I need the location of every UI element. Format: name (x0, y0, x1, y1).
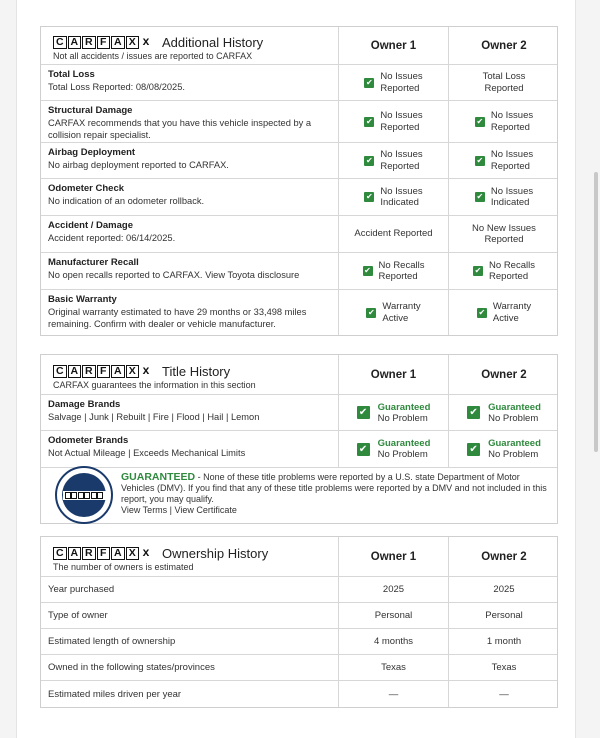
check-icon: ✔ (467, 406, 480, 419)
guaranteed-text: Guaranteed (488, 401, 541, 413)
ownership-label: Owned in the following states/provinces (41, 655, 339, 680)
guaranteed-label: GUARANTEED (121, 471, 196, 483)
status-line2: Reported (378, 271, 418, 282)
owner1-status (339, 143, 449, 178)
owner2-header: Owner 2 (481, 39, 527, 52)
owner2-value: Personal (485, 610, 523, 621)
row-heading: Airbag Deployment (48, 147, 136, 158)
owner1-value: — (339, 681, 449, 707)
history-row (41, 216, 557, 253)
guaranteed-text: Guaranteed (488, 438, 541, 449)
no-problem-text: No Problem (488, 412, 539, 424)
row-heading: Total Loss (48, 69, 95, 80)
owner1-header: Owner 1 (339, 27, 449, 64)
no-problem-text: No Problem (377, 449, 428, 460)
title-row (41, 431, 557, 467)
row-heading: Odometer Check (48, 183, 125, 194)
status-line2: Reported (490, 160, 530, 172)
owner2-status (449, 290, 559, 335)
title-history-header (41, 355, 557, 395)
owner2-status (449, 65, 559, 100)
check-icon: ✔ (364, 266, 371, 275)
ownership-row (41, 629, 557, 655)
status-line1: No Recalls (378, 259, 425, 271)
guaranteed-text: Guaranteed (377, 401, 431, 413)
row-text: Salvage | Junk | Rebuilt | Fire | Flood | Hail | Lemon (48, 412, 260, 422)
check-icon: ✔ (467, 443, 480, 456)
status-line1: No Issues (380, 149, 423, 160)
status-line2: Reported (380, 82, 420, 94)
check-icon: ✔ (476, 116, 484, 126)
status-line2: Indicated (380, 197, 419, 208)
check-icon: ✔ (476, 192, 484, 201)
row-heading: Basic Warranty (48, 294, 117, 305)
owner2-status (449, 431, 559, 467)
section-subtitle: Not all accidents / issues are reported to CARFAX (53, 51, 253, 61)
no-problem-text: No Problem (488, 449, 539, 460)
check-icon: ✔ (357, 443, 370, 456)
status-line1: Total Loss (482, 71, 526, 82)
owner2-status (449, 216, 559, 252)
status-line1: No Issues (490, 185, 534, 197)
history-row (41, 290, 557, 335)
owner2-value: 1 month (486, 636, 522, 647)
check-icon: ✔ (366, 155, 373, 165)
row-text: Original warranty estimated to have 29 months or 33,498 miles remaining. Confirm with dealer or vehicle manufacturer. (48, 307, 307, 329)
history-row (41, 101, 557, 143)
status-line2: Reported (489, 271, 529, 282)
row-heading: Manufacturer Recall (48, 257, 139, 268)
check-icon: ✔ (476, 155, 484, 165)
owner1-status (339, 431, 449, 467)
guarantee-text: - None of these title problems were reported by a U.S. state Department of Motor Vehicles (DMV). If you find that any of these title problems were reported by a DMV and not included in this report, you may qualify. (121, 472, 547, 504)
carfax-logo: C A R F A X x (53, 36, 152, 49)
scrollbar[interactable] (594, 172, 598, 452)
guarantee-notice (41, 467, 557, 523)
status-line1: Warranty (382, 301, 421, 312)
status-line2: Indicated (490, 197, 530, 208)
ownership-label: Type of owner (41, 603, 339, 628)
owner1-value: 4 months (339, 629, 449, 654)
ownership-history-section (40, 536, 558, 708)
owner1-status (339, 179, 449, 215)
owner1-header: Owner 1 (339, 537, 449, 576)
check-icon: ✔ (368, 307, 375, 317)
ownership-row (41, 603, 557, 629)
status-line2: Reported (484, 234, 524, 245)
carfax-buyback-guarantee-seal (55, 466, 113, 524)
row-text: Accident reported: 06/14/2025. (48, 233, 176, 243)
owner1-value: 2025 (339, 577, 449, 602)
row-heading: Odometer Brands (48, 435, 129, 446)
guaranteed-text: Guaranteed (377, 438, 431, 449)
owner2-header: Owner 2 (481, 368, 527, 381)
status-line2: Reported (380, 121, 420, 133)
owner1-status (339, 65, 449, 100)
row-text: Not Actual Mileage | Exceeds Mechanical Limits (48, 448, 246, 458)
owner1-value: Texas (339, 655, 449, 680)
ownership-row (41, 577, 557, 603)
status-line1: No Issues (380, 110, 423, 121)
owner2-value: — (499, 688, 509, 700)
ownership-history-header (41, 537, 557, 577)
additional-history-header (41, 27, 557, 65)
status-line1: No Issues (490, 149, 534, 160)
history-row (41, 179, 557, 216)
owner2-status (449, 253, 559, 289)
owner1-status (339, 101, 449, 142)
row-heading: Damage Brands (48, 399, 121, 410)
status-line2: Reported (380, 160, 420, 172)
owner2-status (449, 395, 559, 430)
history-row (41, 143, 557, 179)
row-heading: Structural Damage (48, 105, 133, 116)
owner2-status (449, 101, 559, 142)
owner1-status (339, 216, 449, 252)
owner2-header: Owner 2 (481, 550, 527, 563)
owner2-value: Texas (491, 662, 517, 673)
history-row (41, 65, 557, 101)
section-title: Ownership History (162, 546, 269, 561)
ownership-label: Estimated miles driven per year (41, 681, 339, 707)
owner1-status (339, 290, 449, 335)
owner2-status (449, 143, 559, 178)
section-title: Additional History (162, 35, 264, 50)
carfax-logo: C A R F A X x (53, 365, 152, 378)
title-history-section (40, 354, 558, 524)
status-line1: Accident Reported (354, 228, 433, 240)
ownership-label: Year purchased (41, 577, 339, 602)
status-line1: No Issues (380, 185, 423, 197)
check-icon: ✔ (474, 266, 482, 275)
owner1-value: Personal (339, 603, 449, 628)
section-subtitle: The number of owners is estimated (53, 562, 194, 572)
section-title: Title History (162, 364, 231, 379)
row-text: CARFAX recommends that you have this vehicle inspected by a collision repair specialist. (48, 118, 312, 140)
guarantee-links[interactable]: View Terms | View Certificate (121, 505, 237, 515)
owner1-header: Owner 1 (339, 355, 449, 394)
row-text: No indication of an odometer rollback. (48, 196, 205, 206)
check-icon: ✔ (366, 192, 373, 201)
no-problem-text: No Problem (377, 412, 428, 424)
status-line1: No Issues (490, 110, 534, 121)
section-subtitle: CARFAX guarantees the information in this section (53, 380, 256, 390)
ownership-label: Estimated length of ownership (41, 629, 339, 654)
ownership-row (41, 681, 557, 707)
status-line1: No New Issues (472, 222, 536, 234)
check-icon: ✔ (478, 307, 486, 317)
additional-history-section (40, 26, 558, 336)
row-text: Total Loss Reported: 08/08/2025. (48, 82, 185, 92)
status-line1: No Recalls (489, 259, 535, 271)
check-icon: ✔ (357, 406, 370, 419)
status-line2: Reported (484, 82, 524, 94)
row-text[interactable]: No open recalls reported to CARFAX. View Toyota disclosure (48, 270, 300, 280)
carfax-logo: C A R F A X x (53, 547, 152, 560)
ownership-row (41, 655, 557, 681)
owner1-status (339, 253, 449, 289)
owner1-status (339, 395, 449, 430)
row-heading: Accident / Damage (48, 220, 133, 231)
status-line2: Active (492, 312, 519, 324)
status-line1: No Issues (380, 71, 423, 82)
owner2-status (449, 179, 559, 215)
owner2-value: 2025 (493, 584, 515, 595)
status-line1: Warranty (492, 301, 532, 312)
status-line2: Active (382, 312, 409, 324)
status-line2: Reported (490, 121, 530, 133)
history-row (41, 253, 557, 290)
row-text: No airbag deployment reported to CARFAX. (48, 160, 229, 170)
title-row (41, 395, 557, 431)
check-icon: ✔ (366, 77, 373, 87)
check-icon: ✔ (366, 116, 373, 126)
